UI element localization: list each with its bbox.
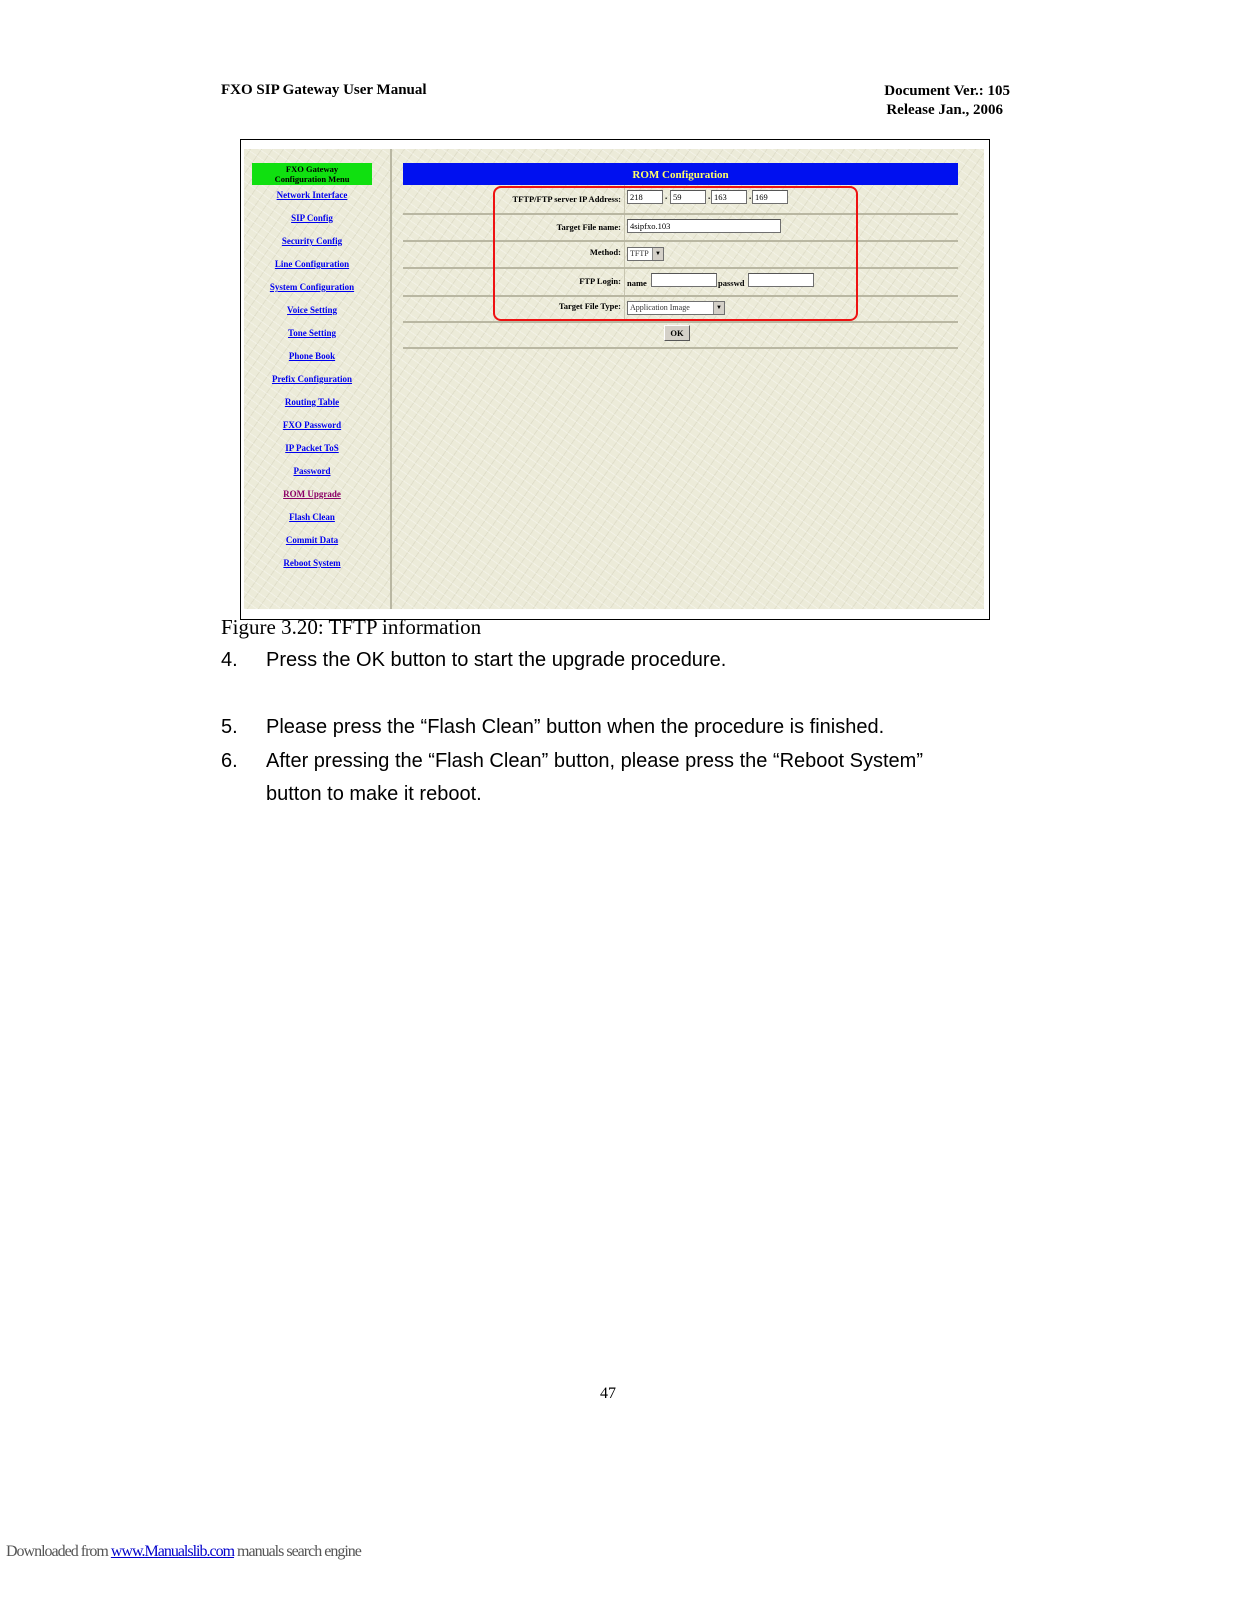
- download-footer: [6, 1543, 361, 1561]
- ip-address-label: TFTP/FTP server IP Address:: [512, 194, 621, 204]
- file-type-label: Target File Type:: [558, 301, 621, 311]
- footer-suffix: manuals search engine: [234, 1543, 361, 1560]
- ftp-passwd-label: passwd: [718, 278, 745, 288]
- menu-link-prefix-configuration[interactable]: Prefix Configuration: [271, 374, 353, 384]
- annotation-highlight-box: [493, 186, 858, 321]
- step-number: 5.: [221, 716, 238, 738]
- menu-link-system-configuration[interactable]: System Configuration: [269, 282, 355, 292]
- ip-octet-4-input[interactable]: 169: [752, 190, 788, 204]
- menu-link-voice-setting[interactable]: Voice Setting: [287, 305, 337, 315]
- ip-octet-3-input[interactable]: 163: [711, 190, 747, 204]
- menu-link-password[interactable]: Password: [293, 466, 331, 476]
- step-text: After pressing the “Flash Clean” button, please press the “Reboot System”: [266, 750, 923, 772]
- method-select-value: TFTP: [630, 249, 649, 258]
- figure-frame: [240, 139, 990, 620]
- step-text: Press the OK button to start the upgrade procedure.: [266, 649, 727, 671]
- document-version-block: [820, 82, 1010, 120]
- config-menu: [244, 149, 392, 609]
- ip-separator: .: [665, 191, 668, 201]
- document-version: Document Ver.: 105: [884, 83, 1010, 99]
- figure-caption: Figure 3.20: TFTP information: [221, 615, 482, 639]
- page-number: 47: [600, 1385, 616, 1402]
- release-date: Release Jan., 2006: [886, 102, 1003, 118]
- menu-title-line2: Configuration Menu: [274, 174, 350, 184]
- footer-prefix: Downloaded from: [6, 1543, 111, 1560]
- menu-title-line1: FXO Gateway: [285, 164, 339, 174]
- dropdown-arrow-icon[interactable]: ▼: [713, 302, 724, 314]
- method-label: Method:: [589, 247, 621, 257]
- target-file-input[interactable]: 4sipfxo.103: [627, 219, 781, 233]
- ip-separator: .: [708, 191, 711, 201]
- ip-separator: .: [749, 191, 752, 201]
- menu-link-line-configuration[interactable]: Line Configuration: [274, 259, 350, 269]
- menu-link-fxo-password[interactable]: FXO Password: [282, 420, 342, 430]
- menu-link-reboot-system[interactable]: Reboot System: [283, 558, 341, 568]
- menu-link-rom-upgrade[interactable]: ROM Upgrade: [283, 489, 341, 499]
- ftp-login-label: FTP Login:: [579, 276, 621, 286]
- target-file-label: Target File name:: [556, 222, 621, 232]
- menu-link-ip-packet-tos[interactable]: IP Packet ToS: [285, 443, 339, 453]
- footer-link[interactable]: www.Manualslib.com: [110, 1543, 235, 1560]
- menu-link-security-config[interactable]: Security Config: [281, 236, 343, 246]
- ftp-name-label: name: [627, 278, 647, 288]
- file-type-select-value: Application Image: [630, 303, 690, 312]
- menu-link-sip-config[interactable]: SIP Config: [291, 213, 333, 223]
- step-text: Please press the “Flash Clean” button when the procedure is finished.: [266, 716, 885, 738]
- menu-link-network-interface[interactable]: Network Interface: [276, 190, 348, 200]
- step-number: 6.: [221, 750, 238, 772]
- menu-link-routing-table[interactable]: Routing Table: [284, 397, 340, 407]
- menu-link-commit-data[interactable]: Commit Data: [285, 535, 339, 545]
- document-title: FXO SIP Gateway User Manual: [221, 82, 427, 98]
- menu-link-tone-setting[interactable]: Tone Setting: [288, 328, 336, 338]
- dropdown-arrow-icon[interactable]: ▼: [652, 248, 663, 260]
- ok-button[interactable]: OK: [664, 325, 690, 341]
- menu-title: [252, 163, 372, 185]
- ip-octet-1-input[interactable]: 218: [627, 190, 663, 204]
- step-number: 4.: [221, 649, 238, 671]
- step-text: button to make it reboot.: [266, 783, 482, 805]
- gateway-config-screenshot: [244, 149, 984, 609]
- menu-link-phone-book[interactable]: Phone Book: [288, 351, 336, 361]
- ip-octet-2-input[interactable]: 59: [670, 190, 706, 204]
- panel-title: ROM Configuration: [403, 163, 958, 185]
- menu-link-flash-clean[interactable]: Flash Clean: [289, 512, 335, 522]
